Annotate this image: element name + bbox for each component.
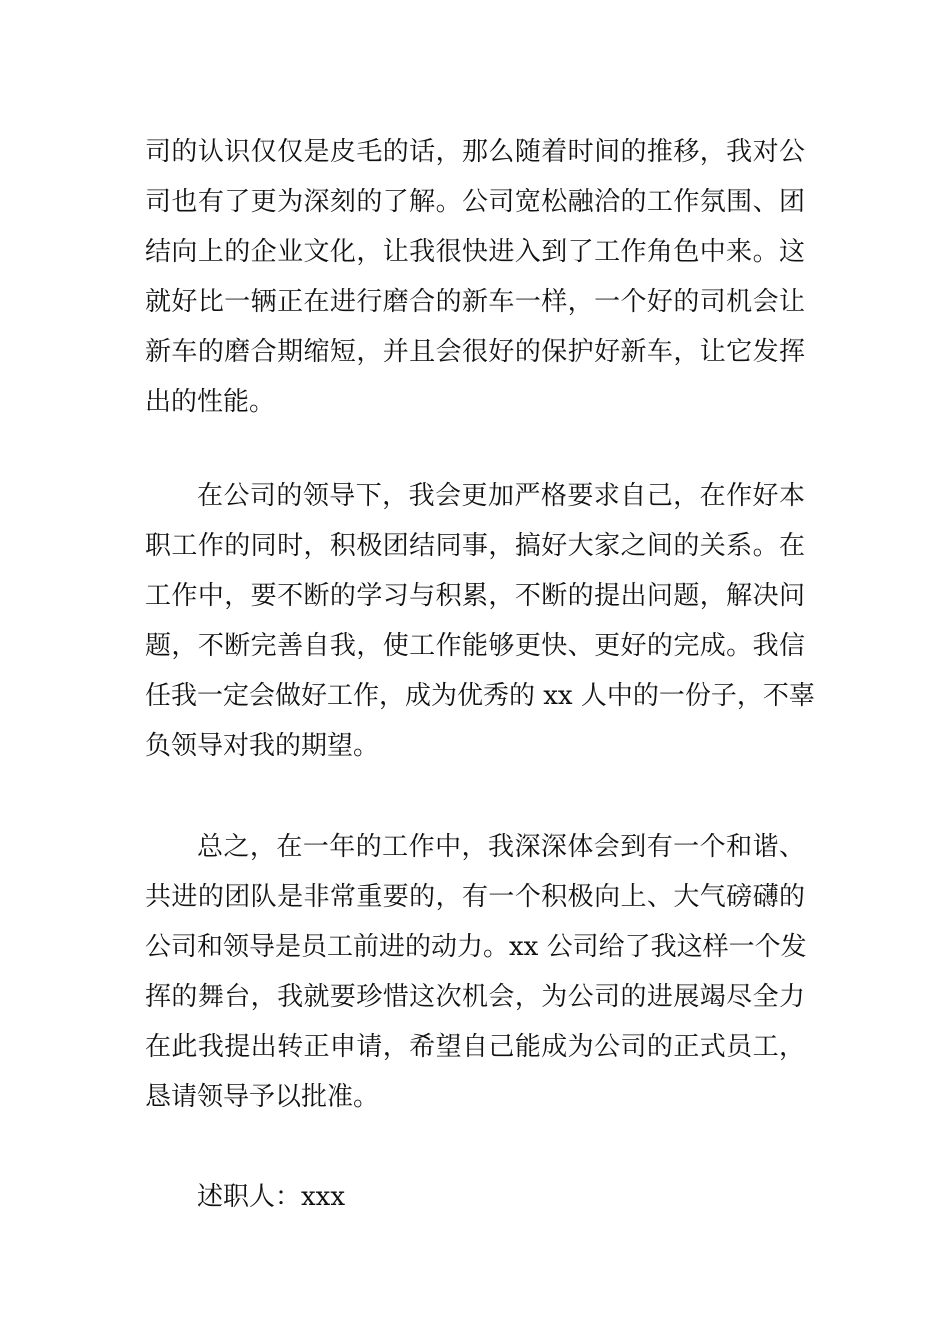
paragraph-line: 新车的磨合期缩短，并且会很好的保护好新车，让它发挥 (145, 337, 805, 367)
paragraph-1 (145, 127, 805, 427)
paragraph-line: 负领导对我的期望。 (145, 731, 380, 761)
paragraph-line: 题，不断完善自我，使工作能够更快、更好的完成。我信 (145, 631, 805, 661)
paragraph-line: 就好比一辆正在进行磨合的新车一样，一个好的司机会让 (145, 287, 805, 317)
paragraph-line: 公司和领导是员工前进的动力。xx 公司给了我这样一个发 (145, 932, 807, 962)
paragraph-line: 结向上的企业文化，让我很快进入到了工作角色中来。这 (145, 237, 805, 267)
paragraph-line: 挥的舞台，我就要珍惜这次机会，为公司的进展竭尽全力 (145, 982, 805, 1012)
paragraph-line: 在公司的领导下，我会更加严格要求自己，在作好本 (197, 481, 805, 511)
paragraph-line: 共进的团队是非常重要的，有一个积极向上、大气磅礴的 (145, 882, 805, 912)
paragraph-line: 职工作的同时，积极团结同事，搞好大家之间的关系。在 (145, 531, 805, 561)
paragraph-line: 出的性能。 (145, 387, 276, 417)
paragraph-line: 总之，在一年的工作中，我深深体会到有一个和谐、 (197, 832, 805, 862)
paragraph-line: 司也有了更为深刻的了解。公司宽松融洽的工作氛围、团 (145, 187, 805, 217)
paragraph-2 (145, 471, 815, 771)
paragraph-3 (145, 822, 805, 1122)
signature-line: 述职人：xxx (197, 1182, 345, 1212)
paragraph-line: 恳请领导予以批准。 (145, 1082, 380, 1112)
paragraph-line: 司的认识仅仅是皮毛的话，那么随着时间的推移，我对公 (145, 137, 805, 167)
paragraph-line: 任我一定会做好工作，成为优秀的 xx 人中的一份子，不辜 (145, 681, 815, 711)
paragraph-line: 工作中，要不断的学习与积累，不断的提出问题，解决问 (145, 581, 805, 611)
paragraph-line: 在此我提出转正申请，希望自己能成为公司的正式员工， (145, 1032, 805, 1062)
